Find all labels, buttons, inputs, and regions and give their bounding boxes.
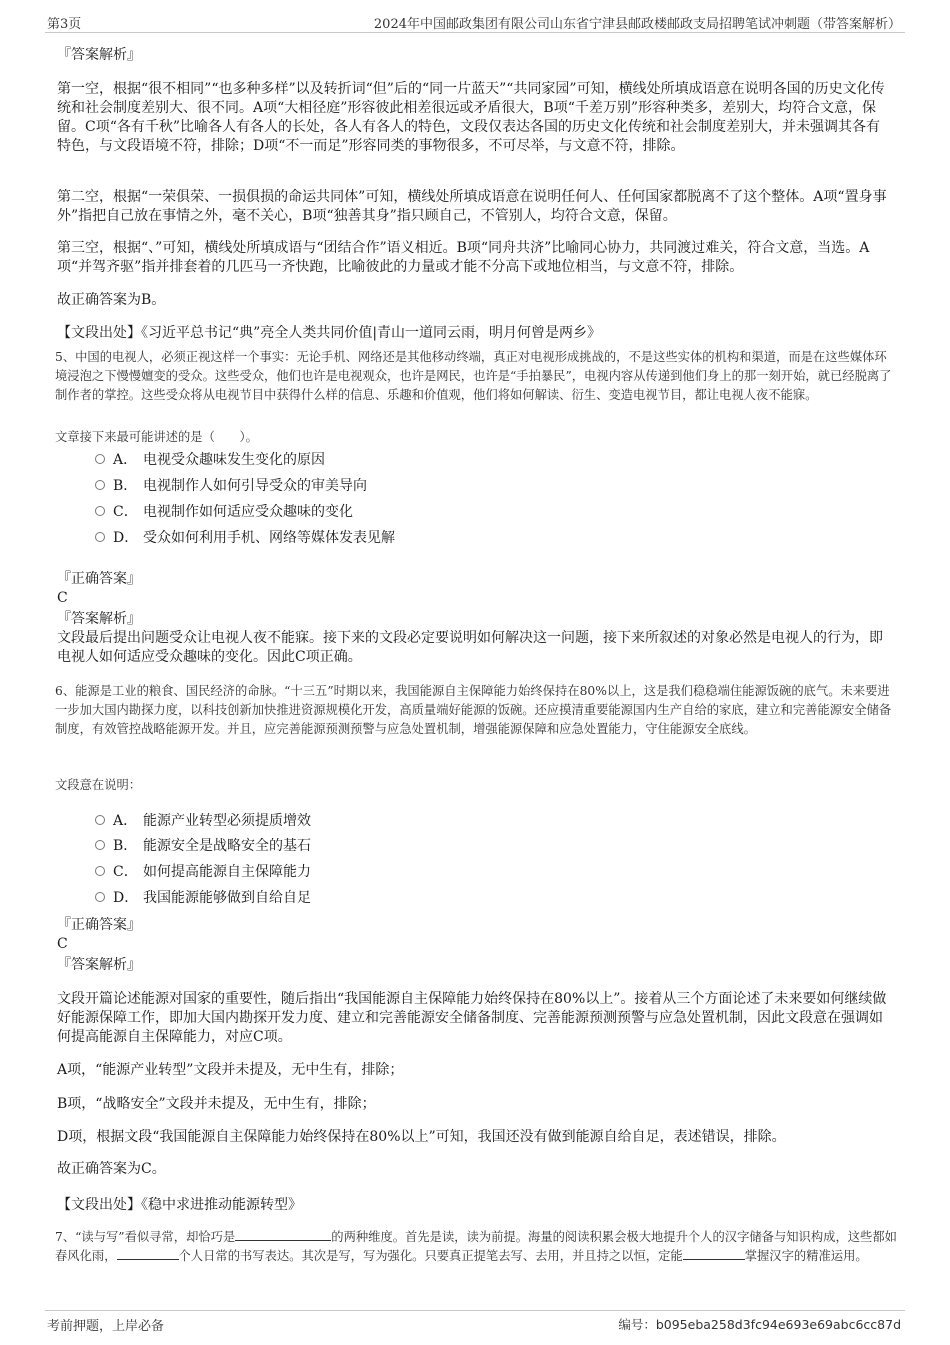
radio-icon[interactable] xyxy=(95,532,105,542)
radio-icon[interactable] xyxy=(95,815,105,825)
q5-analysis: 文段最后提出问题受众让电视人夜不能寐。接下来的文段必定要说明如何解决这一问题，接下来所叙述的对象必然是电视人的行为，即电视人如何适应受众趣味的变化。因此C项正确。 xyxy=(57,630,883,665)
q6-analysis-label: 『答案解析』 xyxy=(57,957,141,973)
q6-question: 文段意在说明： xyxy=(55,778,142,792)
q5-option-a[interactable]: A． 电视受众趣味发生变化的原因 xyxy=(95,450,325,470)
q6-option-b[interactable]: B． 能源安全是战略安全的基石 xyxy=(95,836,311,856)
q7-blank-1[interactable] xyxy=(235,1228,331,1241)
q4-analysis-para2: 第二空，根据“一荣俱荣、一损俱损的命运共同体”可知，横线处所填成语意在说明任何人、任何国家都脱离不了这个整体。A项“置身事外”指把自己放在事情之外，毫不关心，B项“独善其身”指只顾自己，不管别人，均符合文意，保留。 xyxy=(57,189,887,224)
radio-icon[interactable] xyxy=(95,892,105,902)
document-code: 编号：b095eba258d3fc94e693e69abc6cc87d xyxy=(618,1317,901,1332)
q4-source: 【文段出处】《习近平总书记“典”亮全人类共同价值|青山一道同云雨，明月何曾是两乡》 xyxy=(57,325,602,341)
q7-stem: 7、“读与写”看似寻常，却恰巧是 的两种维度。首先是读，读为前提。海量的阅读积累会极大地提升个人的汉字储备与知识构成，这些都如春风化雨， 个人日常的书写表达。其次是写，写为强化。只要真正提笔去写、去用，并且持之以恒，定能 掌握汉字的精准运用。 xyxy=(55,1230,897,1263)
q5-option-b[interactable]: B． 电视制作人如何引导受众的审美导向 xyxy=(95,476,367,496)
page-number: 第3页 xyxy=(47,17,82,32)
q6-stem: 6、能源是工业的粮食、国民经济的命脉。“十三五”时期以来，我国能源自主保障能力始终保持在80%以上，这是我们稳稳端住能源饭碗的底气。未来要进一步加大国内勘探力度，以科技创新加快推进资源规模化开发，高质量端好能源的饭碗。还应摸清重要能源国内生产自给的家底，建立和完善能源安全储备制度，有效管控战略能源开发。并且，应完善能源预测预警与应急处置机制，增强能源保障和应急处置能力，守住能源安全底线。 xyxy=(55,684,892,736)
q6-source: 【文段出处】《稳中求进推动能源转型》 xyxy=(57,1197,302,1213)
q4-conclusion: 故正确答案为B。 xyxy=(57,292,166,308)
radio-icon[interactable] xyxy=(95,866,105,876)
q4-analysis-label: 『答案解析』 xyxy=(57,47,141,63)
q4-analysis-para3: 第三空，根据“、”可知，横线处所填成语与“团结合作”语义相近。B项“同舟共济”比喻同心协力，共同渡过难关，符合文意，当选。A项“并驾齐驱”指并排套着的几匹马一齐快跑，比喻彼此的力量或才能不分高下或地位相当，与文意不符，排除。 xyxy=(57,240,870,275)
radio-icon[interactable] xyxy=(95,454,105,464)
q5-stem: 5、中国的电视人，必须正视这样一个事实：无论手机、网络还是其他移动终端，真正对电视形成挑战的，不是这些实体的机构和渠道，而是在这些媒体环境浸泡之下慢慢嬗变的受众。这些受众，他们也许是电视观众，也许是网民，也许是“手拍暴民”，电视内容从传递到他们身上的那一刻开始，就已经脱离了制作者的掌控。这些受众将从电视节目中获得什么样的信息、乐趣和价值观，他们将如何解读、衍生、变造电视节目，都让电视人夜不能寐。 xyxy=(55,350,892,402)
q6-option-a[interactable]: A． 能源产业转型必须提质增效 xyxy=(95,811,311,831)
q6-b-note: B项，“战略安全”文段并未提及，无中生有，排除； xyxy=(57,1096,376,1112)
q5-option-d[interactable]: D． 受众如何利用手机、网络等媒体发表见解 xyxy=(95,528,395,548)
page-header xyxy=(45,10,905,33)
q5-option-c[interactable]: C． 电视制作如何适应受众趣味的变化 xyxy=(95,502,353,522)
q5-answer: C xyxy=(57,590,68,606)
q6-answer-label: 『正确答案』 xyxy=(57,917,141,933)
q5-question: 文章接下来最可能讲述的是（ ）。 xyxy=(55,430,258,444)
q6-option-d[interactable]: D． 我国能源能够做到自给自足 xyxy=(95,888,311,908)
radio-icon[interactable] xyxy=(95,840,105,850)
q6-a-note: A项，“能源产业转型”文段并未提及，无中生有，排除； xyxy=(57,1062,404,1078)
q6-conclusion: 故正确答案为C。 xyxy=(57,1161,166,1177)
radio-icon[interactable] xyxy=(95,506,105,516)
radio-icon[interactable] xyxy=(95,480,105,490)
q6-answer: C xyxy=(57,936,68,952)
q6-d-note: D项，根据文段“我国能源自主保障能力始终保持在80%以上”可知，我国还没有做到能源自给自足，表述错误，排除。 xyxy=(57,1129,786,1145)
page-footer xyxy=(45,1310,905,1335)
q5-answer-label: 『正确答案』 xyxy=(57,571,141,587)
q5-analysis-label: 『答案解析』 xyxy=(57,611,141,627)
footer-slogan: 考前押题，上岸必备 xyxy=(47,1319,165,1334)
q6-option-c[interactable]: C． 如何提高能源自主保障能力 xyxy=(95,862,311,882)
document-title: 2024年中国邮政集团有限公司山东省宁津县邮政楼邮政支局招聘笔试冲刺题（带答案解析） xyxy=(373,17,901,32)
q7-blank-3[interactable] xyxy=(683,1247,745,1260)
q7-blank-2[interactable] xyxy=(117,1247,179,1260)
q4-analysis-para1: 第一空，根据“很不相同”“也多种多样”以及转折词“但”后的“同一片蓝天”“共同家园”可知，横线处所填成语意在说明各国的历史文化传统和社会制度差别大、很不同。A项“大相径庭”形容彼此相差很远或矛盾很大，B项“千差万别”形容种类多，差别大，均符合文意，保留。C项“各有千秋”比喻各人有各人的长处，各人有各人的特色，文段仅表达各国的历史文化传统和社会制度差别大，并未强调其各有特色，与文段语境不符，排除；D项“不一而足”形容同类的事物很多，不可尽举，与文意不符，排除。 xyxy=(57,81,885,154)
q6-analysis: 文段开篇论述能源对国家的重要性，随后指出“我国能源自主保障能力始终保持在80%以上”。接着从三个方面论述了未来要如何继续做好能源保障工作，即加大国内勘探开发力度、建立和完善能源安全储备制度、完善能源预测预警与应急处置机制，因此文段意在强调如何提高能源自主保障能力，对应C项。 xyxy=(57,991,887,1045)
